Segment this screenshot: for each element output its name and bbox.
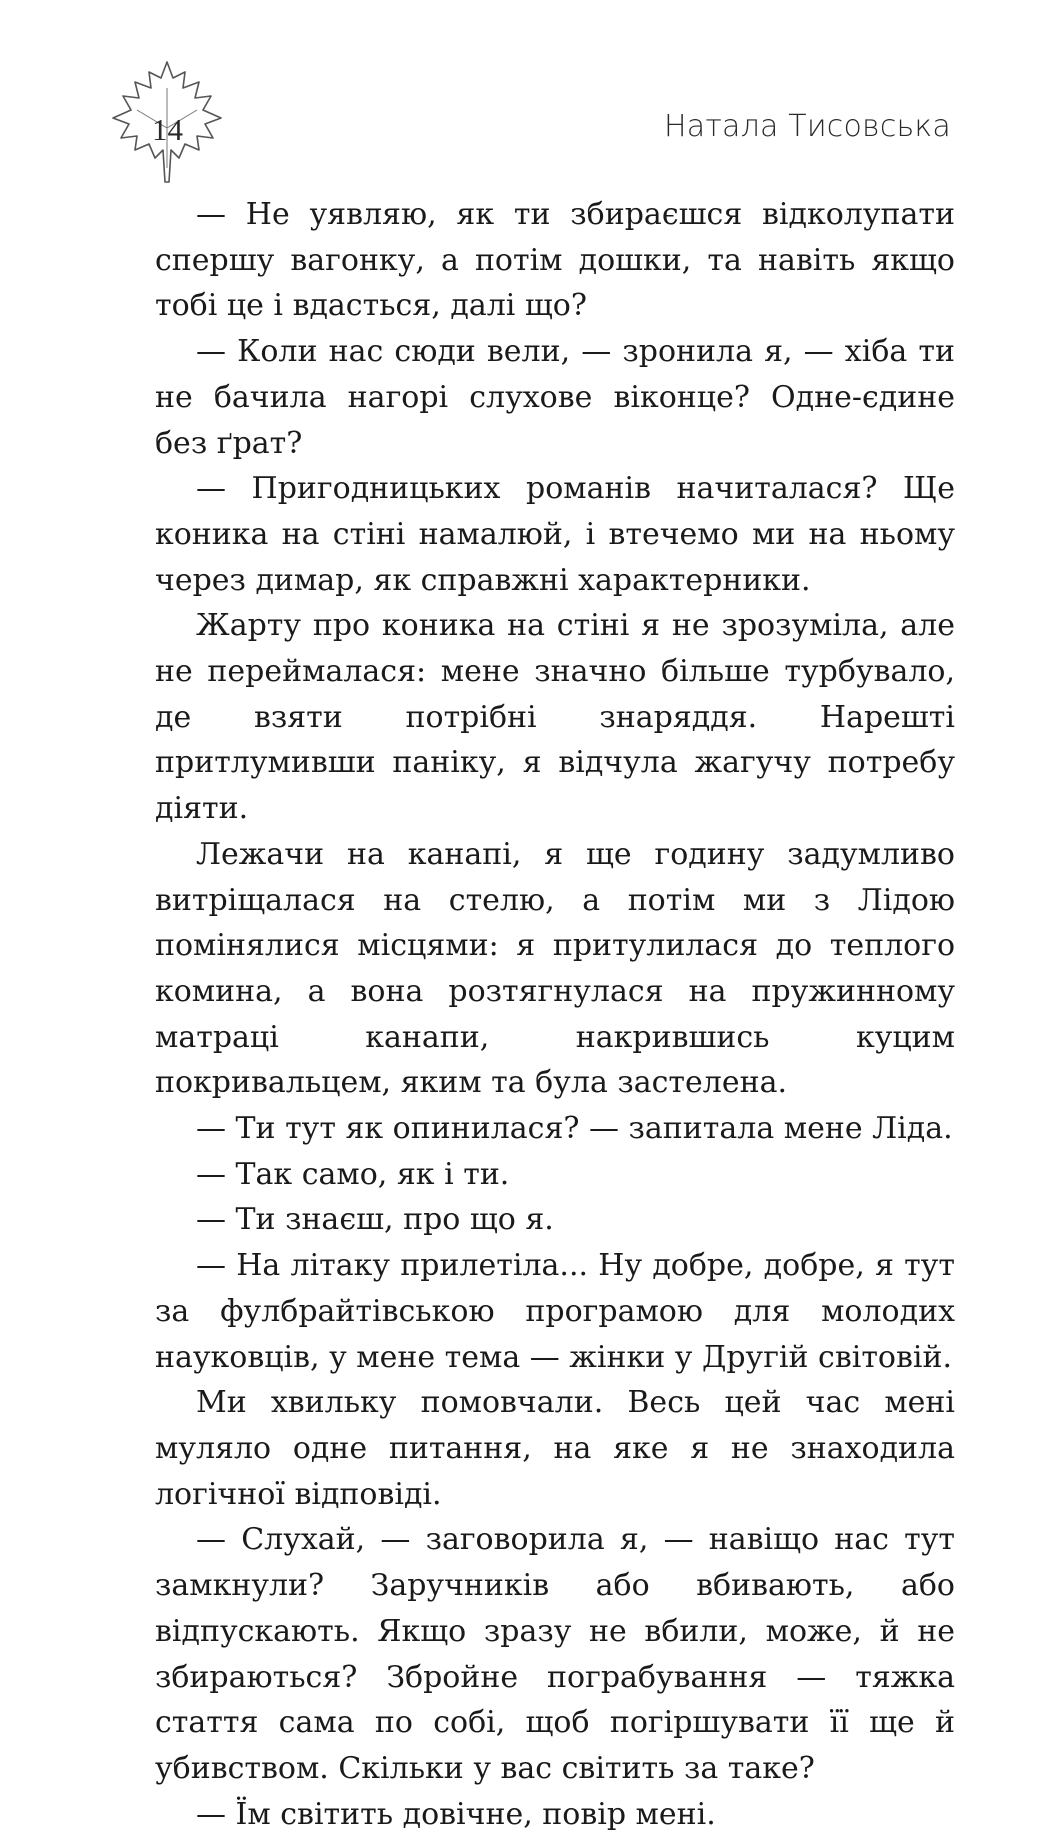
paragraph: — Коли нас сюди вели, — зронила я, — хіба ти не бачила нагорі слухове віконце? Одне-єдине без ґрат? (155, 334, 955, 461)
paragraph: Ми хвильку помовчали. Весь цей час мені муляло одне питання, на яке я не знаходила логічної відповіді. (155, 1385, 955, 1512)
paragraph: — Ти знаєш, про що я. (196, 1202, 554, 1238)
paragraph: Жарту про коника на стіні я не зрозуміла, але не переймалася: мене значно більше турбувало, де взяти потрібні знаряддя. Нарешті притлумивши паніку, я відчула жагучу потребу діяти. (155, 608, 955, 827)
paragraph: — Пригодницьких романів начиталася? Ще коника на стіні намалюй, і втечемо ми на ньому через димар, як справжні характерники. (155, 471, 955, 598)
page-number: 14 (152, 112, 183, 147)
paragraph: — Їм світить довічне, повір мені. (196, 1796, 716, 1832)
paragraph: — Не уявляю, як ти збираєшся відколупати спершу вагонку, а потім дошки, та навіть якщо тобі це і вдасться, далі що? (155, 197, 955, 324)
paragraph: — Слухай, — заговорила я, — навіщо нас тут замкнули? Заручників або вбивають, або відпускають. Якщо зразу не вбили, може, й не збираються? Збройне пограбування — тяжка стаття сама по собі, щоб погіршувати її ще й убивством. Скільки у вас світить за таке? (155, 1522, 955, 1786)
paragraph: — На літаку прилетіла... Ну добре, добре, я тут за фулбрайтівською програмою для молодих науковців, у мене тема — жінки у Другій світовій. (155, 1248, 955, 1375)
paragraph: — Ти тут як опинилася? — запитала мене Ліда. (196, 1111, 953, 1147)
page-body (155, 192, 955, 1837)
author-running-head: Натала Тисовська (664, 109, 951, 144)
paragraph: Лежачи на канапі, я ще годину задумливо витріщалася на стелю, а потім ми з Лідою помінялися місцями: я притулилася до теплого комина, а вона розтягнулася на пружинному матраці канапи, накрившись куцим покривальцем, яким та була застелена. (155, 836, 955, 1101)
page-header (0, 0, 1063, 200)
paragraph: — Так само, як і ти. (196, 1156, 510, 1192)
